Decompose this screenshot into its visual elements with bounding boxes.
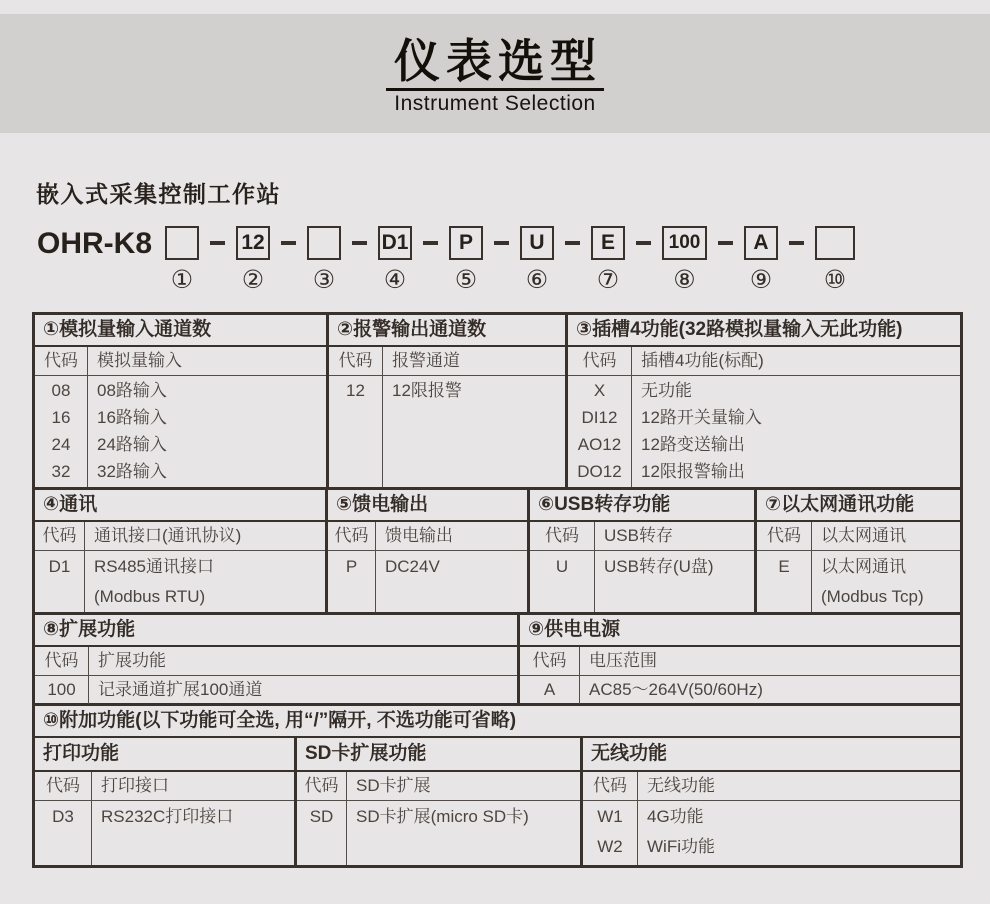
desc-value: DC24V (385, 557, 440, 576)
code-column (329, 376, 383, 487)
subsection-title: SD卡扩展功能 (297, 738, 580, 772)
code-value: 100 (47, 680, 76, 699)
col-header-desc: 通讯接口(通讯协议) (94, 526, 242, 545)
model-code-box-3 (307, 226, 341, 260)
model-segment-6 (520, 226, 554, 293)
code-value: E (778, 557, 790, 576)
dash-separator (423, 241, 438, 245)
col-header-desc: 以太网通讯 (821, 526, 906, 545)
segment-number-8: ⑧ (673, 266, 696, 294)
column-header-row (568, 347, 960, 376)
code-value: A (543, 680, 556, 699)
section-power-supply (520, 615, 960, 703)
segment-number-9: ⑨ (749, 266, 773, 294)
col-header-code: 代码 (35, 347, 88, 375)
code-column (757, 551, 812, 612)
desc-value: 以太网通讯 (821, 557, 906, 576)
col-header-desc: 馈电输出 (385, 526, 453, 545)
section-body (35, 676, 517, 704)
model-segment-7 (591, 226, 625, 293)
section-expansion (35, 615, 520, 703)
code-value: X (593, 381, 606, 400)
segment-number-1: ① (170, 266, 194, 294)
segment-number-10: ⑩ (823, 266, 847, 294)
col-header-desc: 插槽4功能(标配) (641, 351, 764, 370)
desc-value: RS485通讯接口 (94, 557, 214, 576)
segment-number-2: ② (241, 266, 265, 294)
section-body (757, 551, 960, 612)
code-column (530, 551, 595, 612)
dash-separator (636, 241, 651, 245)
section-body (35, 551, 325, 612)
model-code-box-1 (165, 226, 199, 260)
column-header-row (297, 772, 580, 801)
section-body (35, 376, 326, 487)
dash-separator (210, 241, 225, 245)
section-title: ⑧扩展功能 (35, 615, 517, 647)
section-communication (35, 490, 328, 612)
column-header-row (35, 772, 294, 801)
col-header-code: 代码 (297, 772, 347, 800)
selection-table (32, 312, 963, 868)
code-column (297, 801, 347, 865)
column-header-row (530, 522, 754, 551)
code-column (520, 676, 580, 704)
desc-value-line2: (Modbus RTU) (94, 587, 206, 606)
desc-value: 12限报警输出 (641, 462, 745, 481)
col-header-code: 代码 (530, 522, 595, 550)
segment-number-3: ③ (312, 266, 336, 294)
section-body (328, 551, 527, 612)
table-band-2 (35, 490, 960, 615)
col-header-desc: 打印接口 (101, 776, 169, 795)
dash-separator (565, 241, 580, 245)
section-title: ③插槽4功能(32路模拟量输入无此功能) (568, 315, 960, 347)
col-header-desc: 模拟量输入 (97, 351, 182, 370)
desc-column (580, 676, 960, 704)
model-code-row (37, 226, 855, 293)
code-value: D1 (48, 557, 71, 576)
model-code-box-6: U (520, 226, 554, 260)
dash-separator (352, 241, 367, 245)
column-header-row (583, 772, 960, 801)
desc-value: 12路开关量输入 (641, 408, 762, 427)
section-body (583, 801, 960, 865)
code-column (583, 801, 638, 865)
column-header-row (757, 522, 960, 551)
code-column (35, 801, 92, 865)
table-band-4 (35, 706, 960, 865)
model-code-box-2: 12 (236, 226, 270, 260)
section-title: ②报警输出通道数 (329, 315, 565, 347)
code-value: 24 (51, 435, 71, 454)
desc-value: WiFi功能 (647, 837, 715, 856)
col-header-code: 代码 (329, 347, 383, 375)
section-feed-output (328, 490, 530, 612)
column-header-row (35, 347, 326, 376)
code-value: W1 (597, 807, 623, 826)
code-column (35, 376, 88, 487)
dash-separator (789, 241, 804, 245)
section-body (520, 676, 960, 704)
table-band-1 (35, 315, 960, 490)
column-header-row (328, 522, 527, 551)
desc-column (595, 551, 754, 612)
additional-functions-row (35, 738, 960, 865)
section-body (35, 801, 294, 865)
desc-column (632, 376, 960, 487)
subsection-wireless (583, 738, 960, 865)
desc-column (89, 676, 517, 704)
page-title: 仪表选型 (386, 36, 604, 91)
section-title: ⑥USB转存功能 (530, 490, 754, 522)
code-column (35, 676, 89, 704)
column-header-row (520, 647, 960, 676)
desc-column (85, 551, 325, 612)
dash-separator (281, 241, 296, 245)
section-analog-input-channels (35, 315, 329, 487)
model-segment-10 (815, 226, 855, 293)
column-header-row (329, 347, 565, 376)
section-usb-transfer (530, 490, 757, 612)
desc-value: 12路变送输出 (641, 435, 745, 454)
page-subtitle: Instrument Selection (394, 91, 596, 115)
col-header-desc: 扩展功能 (98, 651, 166, 670)
section-title: ⑤馈电输出 (328, 490, 527, 522)
desc-column (376, 551, 527, 612)
code-value: DO12 (577, 462, 622, 481)
col-header-desc: 无线功能 (647, 776, 715, 795)
col-header-code: 代码 (35, 772, 92, 800)
subsection-print (35, 738, 297, 865)
section-ethernet (757, 490, 960, 612)
section-body (297, 801, 580, 865)
desc-value: USB转存(U盘) (604, 557, 714, 576)
desc-value: 16路输入 (97, 408, 167, 427)
desc-value: 记录通道扩展100通道 (98, 680, 263, 699)
code-value: SD (309, 807, 334, 826)
code-value: W2 (597, 837, 623, 856)
col-header-desc: 报警通道 (392, 351, 460, 370)
code-value: 12 (346, 381, 365, 400)
section-title: ①模拟量输入通道数 (35, 315, 326, 347)
code-value: P (345, 557, 358, 576)
code-value: D3 (52, 807, 74, 826)
section-slot4-function (568, 315, 960, 487)
model-code-box-9: A (744, 226, 778, 260)
section-alarm-output-channels (329, 315, 568, 487)
desc-value: 32路输入 (97, 462, 167, 481)
model-code-box-7: E (591, 226, 625, 260)
subsection-title: 打印功能 (35, 738, 294, 772)
model-segment-8 (662, 226, 707, 293)
model-segment-3 (307, 226, 341, 293)
segment-number-7: ⑦ (596, 266, 620, 294)
desc-column (88, 376, 326, 487)
desc-column (347, 801, 580, 865)
desc-value: 无功能 (641, 381, 692, 400)
col-header-desc: SD卡扩展 (356, 776, 431, 795)
code-value: 32 (51, 462, 71, 481)
col-header-desc: 电压范围 (589, 651, 657, 670)
col-header-code: 代码 (568, 347, 632, 375)
segment-number-4: ④ (383, 266, 407, 294)
col-header-code: 代码 (583, 772, 638, 800)
col-header-code: 代码 (35, 647, 89, 675)
col-header-code: 代码 (35, 522, 85, 550)
code-column (35, 551, 85, 612)
section-additional-functions-title: ⑩附加功能(以下功能可全选, 用“/”隔开, 不选功能可省略) (35, 706, 960, 738)
desc-column (383, 376, 565, 487)
dash-separator (718, 241, 733, 245)
subsection-sd-card (297, 738, 583, 865)
col-header-code: 代码 (520, 647, 580, 675)
model-code-box-4: D1 (378, 226, 412, 260)
desc-value: 24路输入 (97, 435, 167, 454)
code-value: DI12 (581, 408, 618, 427)
model-segment-5 (449, 226, 483, 293)
code-value: U (555, 557, 569, 576)
desc-value-line2: (Modbus Tcp) (821, 587, 924, 606)
code-value: 16 (51, 408, 71, 427)
desc-value: AC85～264V(50/60Hz) (589, 680, 763, 699)
segment-number-5: ⑤ (454, 266, 478, 294)
column-header-row (35, 522, 325, 551)
model-segment-4 (378, 226, 412, 293)
code-value: 08 (51, 381, 71, 400)
section-title: ⑨供电电源 (520, 615, 960, 647)
code-column (568, 376, 632, 487)
segment-number-6: ⑥ (525, 266, 549, 294)
model-segment-1 (165, 226, 199, 293)
model-code-box-5: P (449, 226, 483, 260)
col-header-desc: USB转存 (604, 526, 673, 545)
section-body (530, 551, 754, 612)
desc-value: SD卡扩展(micro SD卡) (356, 807, 529, 826)
title-banner (0, 14, 990, 133)
desc-value: 12限报警 (392, 381, 462, 400)
col-header-code: 代码 (328, 522, 376, 550)
subsection-title: 无线功能 (583, 738, 960, 772)
model-code-box-10 (815, 226, 855, 260)
desc-value: 08路输入 (97, 381, 167, 400)
desc-value: 4G功能 (647, 807, 704, 826)
table-band-3 (35, 615, 960, 706)
section-body (568, 376, 960, 487)
section-title: ⑦以太网通讯功能 (757, 490, 960, 522)
desc-column (638, 801, 960, 865)
code-value: AO12 (577, 435, 622, 454)
model-segment-2 (236, 226, 270, 293)
desc-column (812, 551, 960, 612)
model-code-box-8: 100 (662, 226, 707, 260)
section-body (329, 376, 565, 487)
product-heading: 嵌入式采集控制工作站 (36, 181, 281, 207)
column-header-row (35, 647, 517, 676)
model-segment-9 (744, 226, 778, 293)
dash-separator (494, 241, 509, 245)
desc-value: RS232C打印接口 (101, 807, 234, 826)
code-column (328, 551, 376, 612)
section-title: ④通讯 (35, 490, 325, 522)
desc-column (92, 801, 294, 865)
col-header-code: 代码 (757, 522, 812, 550)
model-prefix: OHR-K8 (37, 227, 153, 260)
